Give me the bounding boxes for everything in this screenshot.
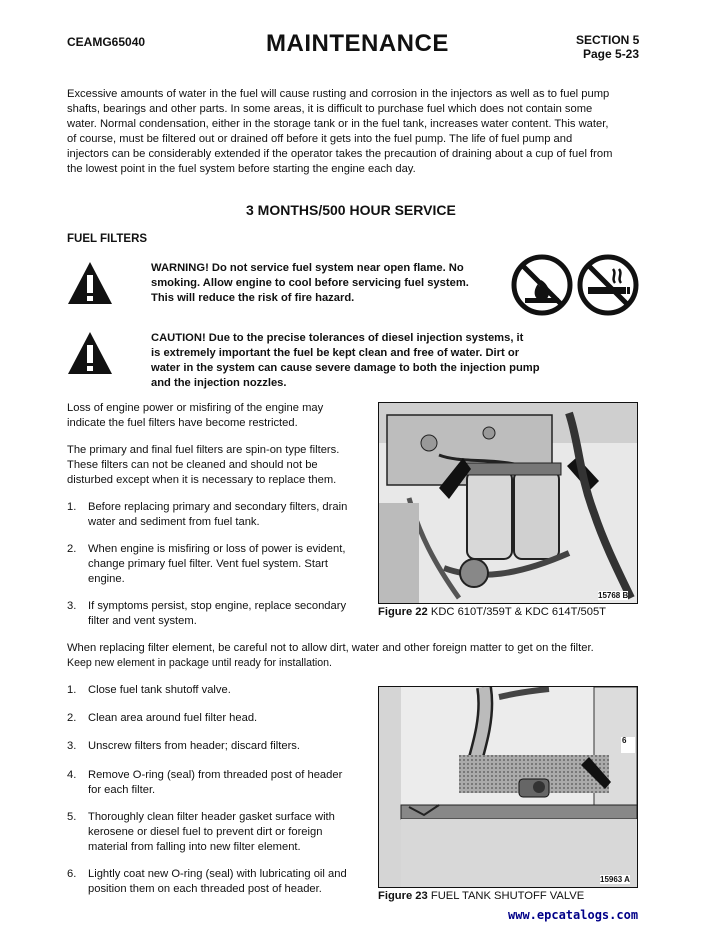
figure-22-title: KDC 610T/359T & KDC 614T/505T (427, 606, 607, 618)
paragraph-line: The primary and final fuel filters are spin-on type filters. (67, 444, 340, 456)
paragraph-line: These filters can not be cleaned and should not be (67, 459, 318, 471)
list-item-line: change primary fuel filter. Vent fuel system. Start (88, 558, 329, 570)
warning-line: smoking. Allow engine to cool before servicing fuel system. (151, 277, 469, 289)
warning-text (151, 261, 501, 306)
list-item-number: 3. (67, 740, 77, 752)
list-item-number: 1. (67, 684, 77, 696)
list-item (67, 810, 365, 856)
warning-line: WARNING! Do not service fuel system near open flame. No (151, 262, 464, 274)
figure-23-title: FUEL TANK SHUTOFF VALVE (427, 890, 585, 902)
list-item-line: engine. (88, 573, 125, 585)
caution-line: water in the system can cause severe damage to both the injection pump (151, 362, 540, 374)
list-item-number: 6. (67, 868, 77, 880)
list-item (67, 739, 365, 755)
list-item (67, 500, 365, 532)
intro-line: of course, must be filtered out or drained off before it gets into the fuel pump. The life of fuel pump and (67, 133, 573, 145)
caution-line: and the injection nozzles. (151, 377, 287, 389)
fuel-filters-heading: FUEL FILTERS (67, 233, 148, 245)
no-smoking-icon (577, 254, 639, 316)
caution-line: is extremely important the fuel be kept clean and free of water. Dirt or (151, 347, 520, 359)
list-item-number: 3. (67, 600, 77, 612)
list-item-line: for each filter. (88, 784, 156, 796)
replacing-paragraph (67, 641, 647, 671)
list-item-line: kerosene or diesel fuel to prevent dirt or foreign (88, 826, 323, 838)
caution-triangle-icon (67, 330, 113, 376)
list-item (67, 711, 365, 727)
list-item-line: Lightly coat new O-ring (seal) with lubricating oil and (88, 868, 347, 880)
paragraph-line: Keep new element in package until ready for installation. (67, 657, 333, 669)
list-item-line: Remove O-ring (seal) from threaded post of header (88, 769, 343, 781)
service-heading: 3 MONTHS/500 HOUR SERVICE (246, 202, 456, 218)
loss-of-power-paragraph (67, 401, 365, 431)
list-item (67, 768, 365, 800)
list-item-line: When engine is misfiring or loss of power is evident, (88, 543, 346, 555)
list-item (67, 542, 365, 588)
intro-line: water. Normal condensation, either in the storage tank or in the fuel tank, increases water content. This water, (67, 118, 609, 130)
page-title: MAINTENANCE (266, 30, 449, 57)
filter-type-paragraph (67, 443, 365, 488)
document-code: CEAMG65040 (67, 35, 146, 49)
figure-23-label: Figure 23 (378, 890, 428, 902)
list-item-line: Thoroughly clean filter header gasket surface with (88, 811, 335, 823)
list-item (67, 683, 365, 699)
figure-23-code: 15963 A (600, 875, 630, 884)
figure-22-caption (378, 606, 606, 618)
footer-website-link[interactable]: www.epcatalogs.com (508, 908, 639, 922)
warning-triangle-icon (67, 260, 113, 306)
paragraph-line: indicate the fuel filters have become restricted. (67, 417, 298, 429)
list-item-line: Before replacing primary and secondary filters, drain (88, 501, 348, 513)
caution-line: CAUTION! Due to the precise tolerances of diesel injection systems, it (151, 332, 524, 344)
intro-line: shafts, bearings and other parts. In some areas, it is difficult to purchase fuel which does not contain some (67, 103, 593, 115)
figure-22-engine-photo (378, 402, 638, 604)
caution-text (151, 331, 571, 391)
paragraph-line: disturbed except when it is necessary to replace them. (67, 474, 337, 486)
figure-22-code: 15768 B (598, 591, 629, 600)
paragraph-line: When replacing filter element, be careful not to allow dirt, water and other foreign matter to get on the filter. (67, 642, 594, 654)
no-open-flame-icon (511, 254, 573, 316)
list-item-line: Close fuel tank shutoff valve. (88, 684, 231, 696)
paragraph-line: Loss of engine power or misfiring of the engine may (67, 402, 324, 414)
figure-23-valve-photo (378, 686, 638, 888)
figure-23-tag: 6 (622, 736, 627, 745)
list-item-line: Clean area around fuel filter head. (88, 712, 258, 724)
list-item-number: 1. (67, 501, 77, 513)
intro-line: injectors can be considerably extended if the operator takes the precaution of draining about a cup of fuel from (67, 148, 613, 160)
list-item-line: If symptoms persist, stop engine, replace secondary (88, 600, 347, 612)
page-number: Page 5-23 (583, 47, 640, 61)
list-item (67, 599, 365, 631)
list-item-number: 2. (67, 712, 77, 724)
list-item-line: filter and vent system. (88, 615, 197, 627)
list-item-number: 4. (67, 769, 77, 781)
list-item-number: 2. (67, 543, 77, 555)
list-item-line: material from falling into new filter element. (88, 841, 301, 853)
intro-line: the lowest point in the fuel system before starting the engine each day. (67, 163, 416, 175)
figure-22-label: Figure 22 (378, 606, 428, 618)
list-item-number: 5. (67, 811, 77, 823)
list-item-line: Unscrew filters from header; discard filters. (88, 740, 301, 752)
list-item (67, 867, 365, 899)
warning-line: This will reduce the risk of fire hazard. (151, 292, 355, 304)
section-label: SECTION 5 (576, 33, 640, 47)
intro-line: Excessive amounts of water in the fuel will cause rusting and corrosion in the injectors as well as to fuel pump (67, 88, 610, 100)
intro-paragraph (67, 87, 638, 177)
list-item-line: position them on each threaded post of header. (88, 883, 322, 895)
list-item-line: water and sediment from fuel tank. (88, 516, 260, 528)
figure-23-caption (378, 890, 584, 902)
